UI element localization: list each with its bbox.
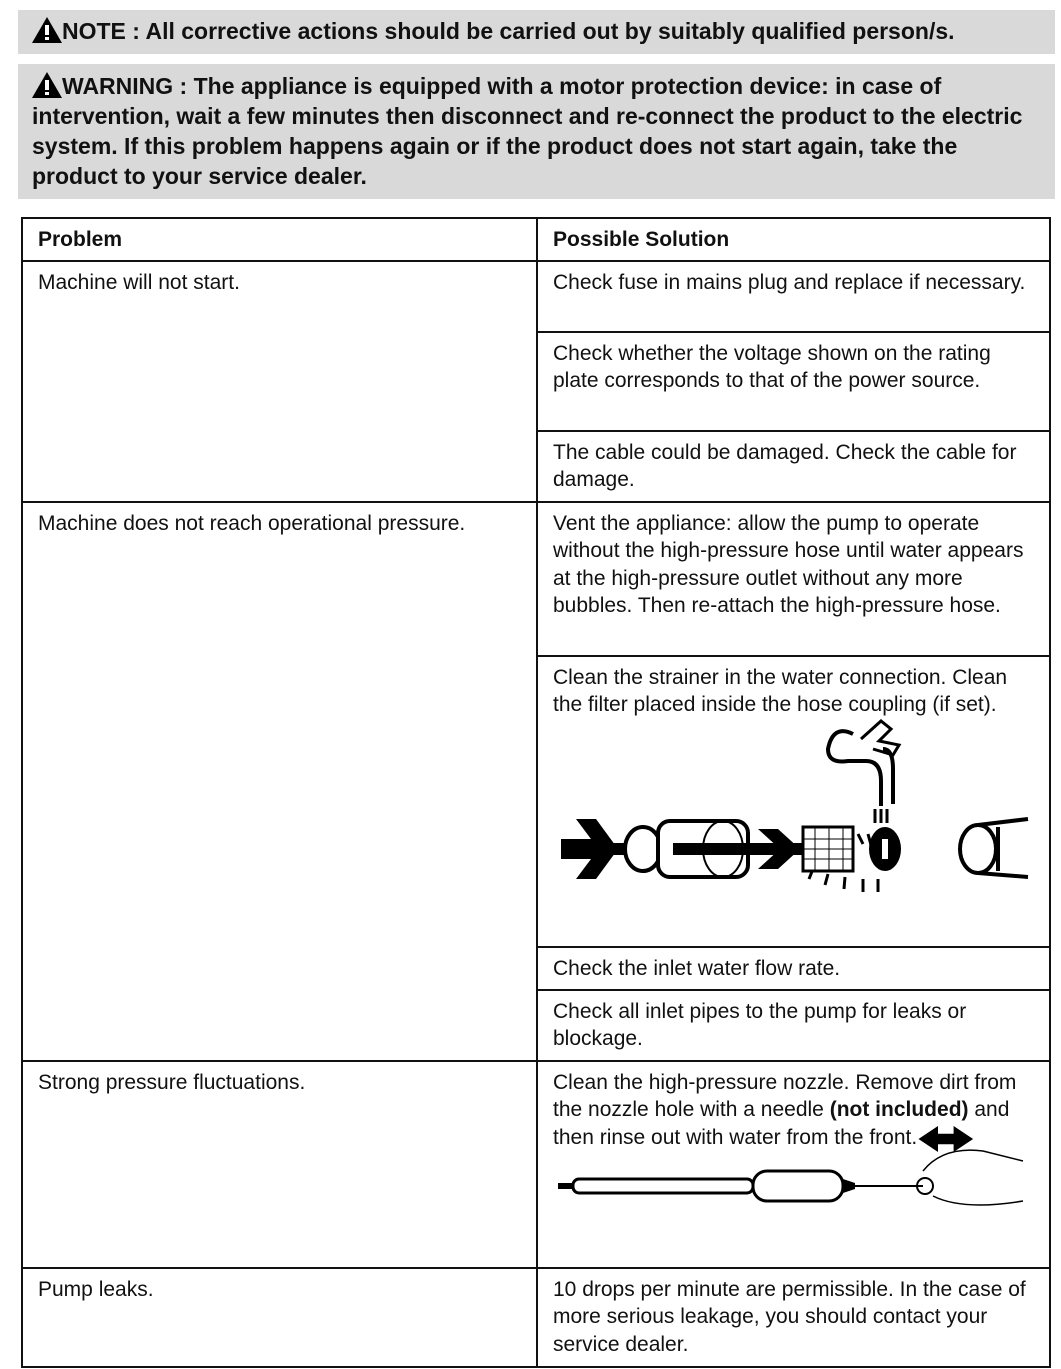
table-row <box>22 261 1050 332</box>
table-row <box>22 1268 1050 1367</box>
solution-cell: Clean the high-pressure nozzle. Remove dirt from the nozzle hole with a needle (not included) and then rinse out with water from the front. <box>537 1061 1050 1268</box>
solution-cell: Check all inlet pipes to the pump for leaks or blockage. <box>537 990 1050 1061</box>
solution-cell: The cable could be damaged. Check the cable for damage. <box>537 431 1050 502</box>
note-text: All corrective actions should be carried out by suitably qualified person/s. <box>139 18 955 44</box>
table-row <box>22 502 1050 656</box>
solution-cell: Vent the appliance: allow the pump to operate without the high-pressure hose until water appears at the high-pressure outlet without any more bubbles. Then re-attach the high-pressure hose. <box>537 502 1050 656</box>
problem-cell: Machine does not reach operational pressure. <box>22 502 537 1061</box>
table-row <box>22 1061 1050 1268</box>
problem-cell: Pump leaks. <box>22 1268 537 1367</box>
warning-triangle-icon <box>32 72 62 98</box>
warning-banner <box>18 64 1055 199</box>
problem-cell: Machine will not start. <box>22 261 537 502</box>
solution-cell: Check whether the voltage shown on the rating plate corresponds to that of the power source. <box>537 332 1050 431</box>
header-problem: Problem <box>22 218 537 261</box>
header-solution: Possible Solution <box>537 218 1050 261</box>
warning-text: The appliance is equipped with a motor protection device: in case of intervention, wait a few minutes then disconnect and re-connect the product to the electric system. If this problem happens again or if the product does not start again, take the product to your service dealer. <box>32 73 1023 189</box>
problem-cell: Strong pressure fluctuations. <box>22 1061 537 1268</box>
solution-text: Clean the strainer in the water connection. Clean the filter placed inside the hose coupling (if set). <box>553 665 1008 716</box>
not-included-note: (not included) <box>829 1098 969 1121</box>
strainer-cleaning-illustration <box>553 699 1033 899</box>
solution-cell: Check fuse in mains plug and replace if necessary. <box>537 261 1050 332</box>
troubleshooting-table <box>21 217 1051 1368</box>
solution-cell: Check the inlet water flow rate. <box>537 947 1050 990</box>
warning-triangle-icon <box>32 17 62 43</box>
note-banner <box>18 10 1055 54</box>
solution-cell: 10 drops per minute are permissible. In the case of more serious leakage, you should contact your service dealer. <box>537 1268 1050 1367</box>
table-header-row <box>22 218 1050 261</box>
solution-cell <box>537 656 1050 947</box>
note-label: NOTE : <box>62 18 140 44</box>
warning-label: WARNING : <box>62 73 188 99</box>
